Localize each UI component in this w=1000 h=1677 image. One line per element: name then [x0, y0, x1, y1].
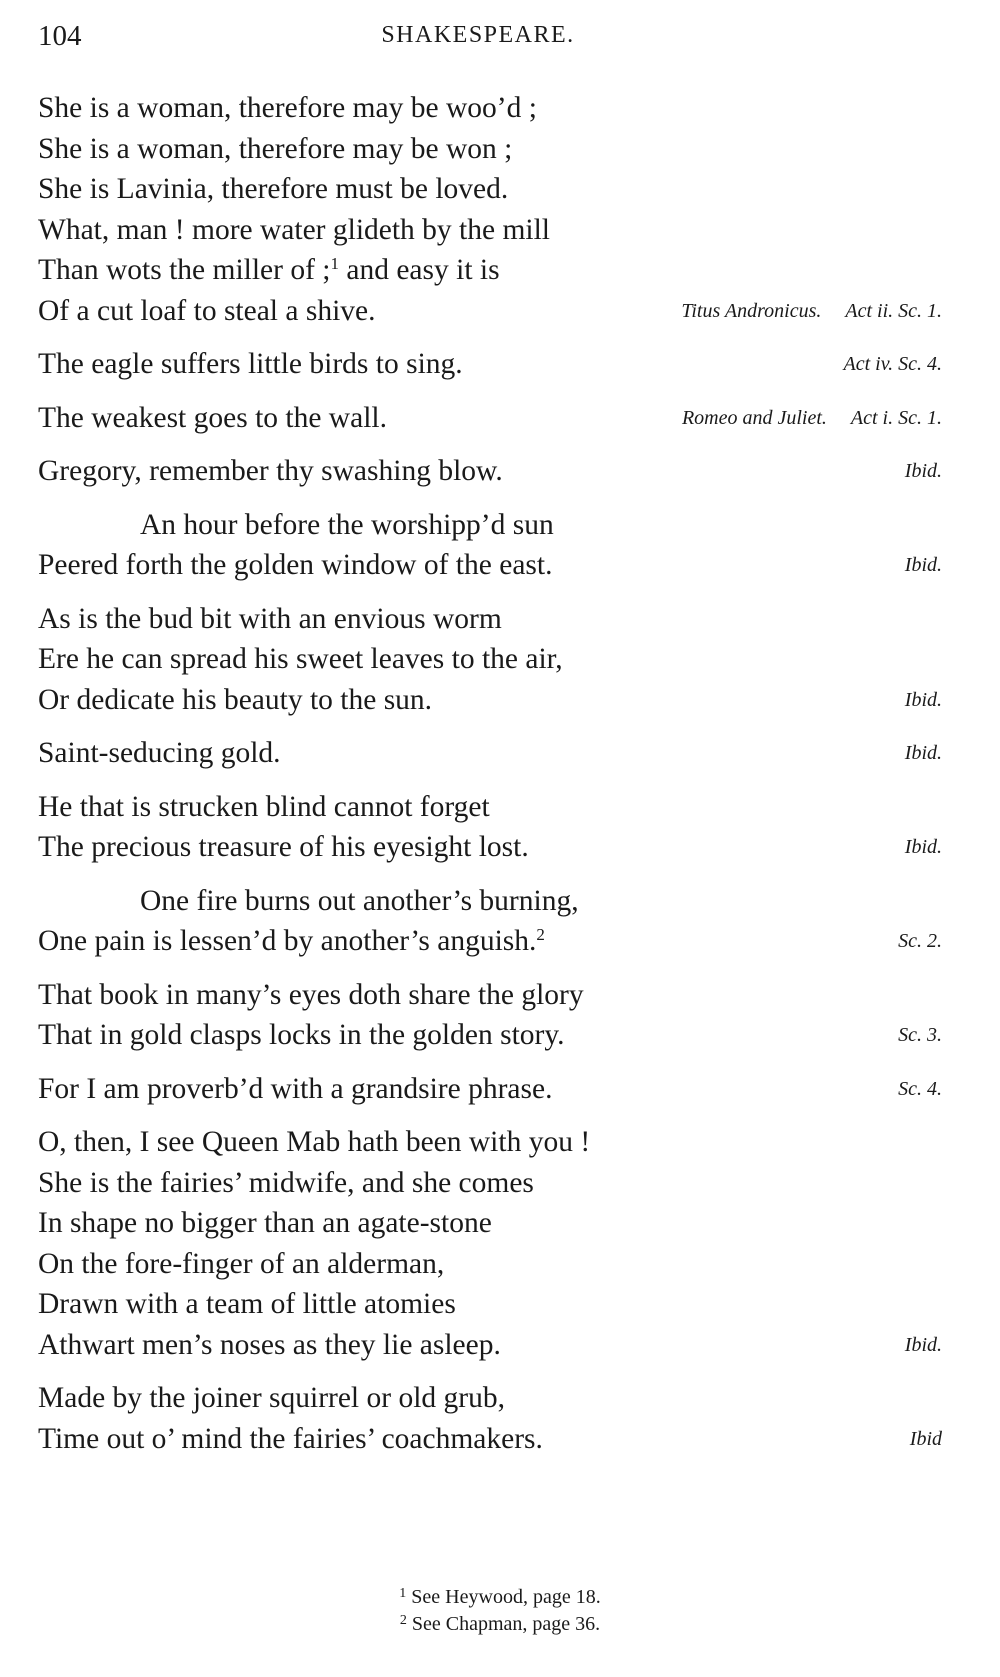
verse-line: She is a woman, therefore may be won ;	[38, 132, 513, 165]
verse-line: Saint-seducing gold. Ibid.	[38, 733, 942, 774]
citation	[898, 921, 942, 962]
verse-line: She is the fairies’ midwife, and she comes	[38, 1166, 534, 1199]
verse-line: Peered forth the golden window of the east. Ibid.	[38, 545, 942, 586]
citation-location: Ibid.	[904, 688, 942, 711]
citation-location: Ibid.	[904, 1333, 942, 1356]
verse-line: O, then, I see Queen Mab hath been with you !	[38, 1126, 591, 1158]
verse-line: That in gold clasps locks in the golden story. Sc. 3.	[38, 1015, 942, 1056]
verse-line: Ere he can spread his sweet leaves to the air,	[38, 643, 563, 675]
verse-line: Time out o’ mind the fairies’ coachmakers. Ibid	[38, 1419, 942, 1460]
verse-line: Drawn with a team of little atomies	[38, 1288, 456, 1320]
quotation	[38, 451, 942, 492]
quotation	[38, 398, 942, 439]
running-head: SHAKESPEARE.	[381, 22, 575, 48]
verse-line: Made by the joiner squirrel or old grub,	[38, 1382, 505, 1414]
quotation	[38, 733, 942, 774]
citation-location: Ibid.	[904, 742, 942, 764]
citation-work: Titus Andronicus.	[681, 299, 822, 322]
verse-line: Of a cut loaf to steal a shive. Titus Andronicus. Act ii. Sc. 1.	[38, 291, 942, 332]
verse-line: In shape no bigger than an agate-stone	[38, 1207, 492, 1239]
citation-location: Act iv. Sc. 4.	[843, 353, 942, 375]
citation-location: Sc. 3.	[898, 1024, 942, 1046]
citation-location: Sc. 4.	[898, 1077, 942, 1100]
citation	[905, 545, 942, 586]
verse-line: On the fore-finger of an alderman,	[38, 1247, 445, 1280]
quotation	[38, 344, 942, 385]
citation	[681, 291, 942, 332]
citation-work: Romeo and Juliet.	[681, 406, 827, 429]
verse-line: One fire burns out another’s burning,	[140, 884, 579, 917]
quotation	[38, 88, 942, 331]
verse-line: He that is strucken blind cannot forget	[38, 790, 490, 823]
citation	[910, 1419, 942, 1460]
verse-line: One pain is lessen’d by another’s anguish.$^2$ Sc. 2.	[38, 921, 942, 962]
verse-line: Or dedicate his beauty to the sun. Ibid.	[38, 680, 942, 721]
quotation	[38, 881, 942, 962]
verse-line: An hour before the worshipp’d sun	[140, 508, 554, 541]
verse-line: Than wots the miller of ;$^1$ and easy it is	[38, 254, 500, 286]
citation	[905, 680, 942, 721]
verse-line: She is Lavinia, therefore must be loved.	[38, 173, 509, 205]
verse-line: The precious treasure of his eyesight lost. Ibid.	[38, 827, 942, 868]
citation	[682, 398, 942, 439]
citation	[905, 827, 942, 868]
citation	[898, 1069, 942, 1110]
citation-location: Ibid.	[904, 836, 942, 858]
footnote: $^1$ See Heywood, page 18.	[399, 1586, 601, 1608]
citation	[905, 1325, 942, 1366]
quotation	[38, 1378, 942, 1459]
footnote-mark: 2	[536, 925, 545, 944]
citation-location: Ibid.	[904, 554, 942, 576]
verse-line: As is the bud bit with an envious worm	[38, 602, 502, 635]
quotation	[38, 787, 942, 868]
citation	[905, 733, 942, 774]
footnote: $^2$ See Chapman, page 36.	[399, 1613, 601, 1635]
verse-line: The weakest goes to the wall. Romeo and Juliet. Act i. Sc. 1.	[38, 398, 942, 439]
footnotes	[0, 1584, 1000, 1638]
citation-location: Ibid.	[904, 460, 942, 482]
verse-line: She is a woman, therefore may be woo’d ;	[38, 92, 537, 124]
citation	[905, 451, 942, 492]
quotation	[38, 599, 942, 721]
quotation	[38, 505, 942, 586]
verse-line: What, man ! more water glideth by the mill	[38, 213, 551, 246]
footnote-mark: 1	[330, 254, 339, 273]
citation-location: Act i. Sc. 1.	[850, 406, 942, 429]
citation	[844, 344, 942, 385]
quotation	[38, 975, 942, 1056]
citation-location: Ibid	[909, 1427, 942, 1450]
citation	[898, 1015, 942, 1056]
verse-line: For I am proverb’d with a grandsire phrase. Sc. 4.	[38, 1069, 942, 1110]
page-number: 104	[38, 20, 82, 52]
verse-line: That book in many’s eyes doth share the glory	[38, 978, 584, 1011]
verse-line: Gregory, remember thy swashing blow. Ibid.	[38, 451, 942, 492]
citation-location: Sc. 2.	[898, 930, 942, 952]
quotation	[38, 1069, 942, 1110]
page-header	[38, 20, 918, 60]
quotation	[38, 1122, 942, 1365]
citation-location: Act ii. Sc. 1.	[845, 299, 942, 322]
verse-line: The eagle suffers little birds to sing. Act iv. Sc. 4.	[38, 344, 942, 385]
verse-line: Athwart men’s noses as they lie asleep. Ibid.	[38, 1325, 942, 1366]
quotations-body	[38, 88, 942, 1472]
